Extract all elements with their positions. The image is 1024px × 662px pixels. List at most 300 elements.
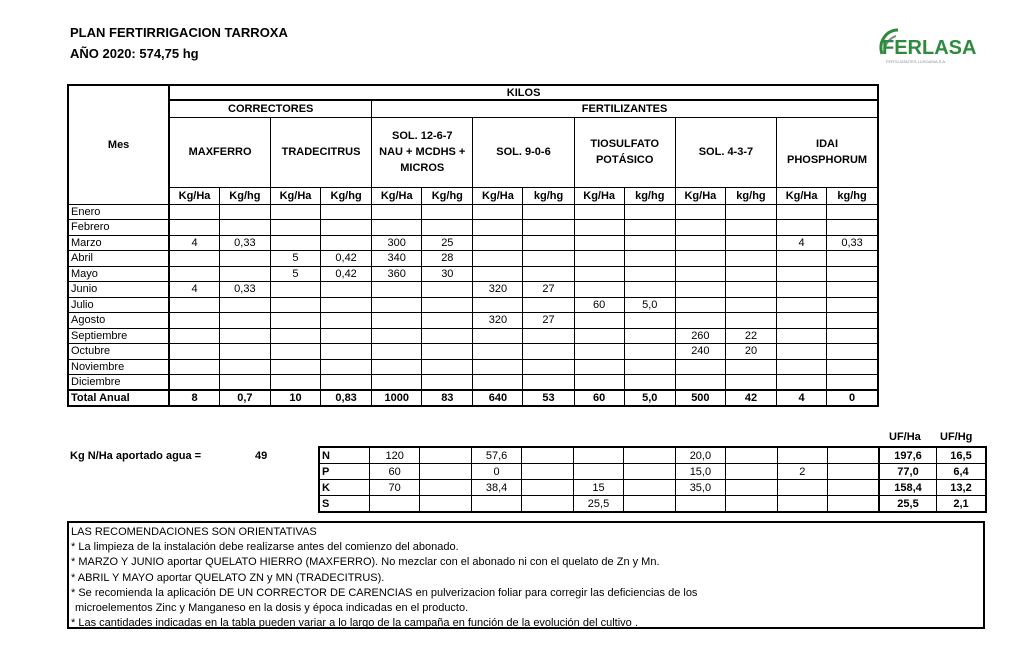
nutrient-value bbox=[828, 480, 879, 496]
value-cell: 5,0 bbox=[624, 297, 675, 313]
value-cell bbox=[725, 282, 776, 298]
nutrient-table bbox=[318, 446, 987, 513]
value-cell bbox=[624, 282, 675, 298]
nutrient-value bbox=[522, 464, 573, 480]
mes-header: Mes bbox=[68, 85, 169, 204]
value-cell bbox=[219, 375, 270, 391]
nutrient-value bbox=[726, 447, 777, 464]
uf-ha-value: 158,4 bbox=[879, 480, 937, 496]
value-cell bbox=[725, 266, 776, 282]
table-row bbox=[68, 297, 878, 313]
value-cell bbox=[372, 344, 422, 360]
nutrient-name: P bbox=[319, 464, 369, 480]
value-cell bbox=[219, 220, 270, 236]
value-cell bbox=[777, 375, 827, 391]
value-cell bbox=[169, 313, 219, 329]
value-cell bbox=[422, 328, 473, 344]
nutrient-row bbox=[319, 480, 986, 496]
value-cell bbox=[725, 375, 776, 391]
table-row bbox=[68, 344, 878, 360]
value-cell: 0,33 bbox=[219, 282, 270, 298]
nutrient-value: 15,0 bbox=[675, 464, 725, 480]
uf-ha-value: 197,6 bbox=[879, 447, 937, 464]
value-cell bbox=[523, 375, 574, 391]
ferlasa-logo bbox=[876, 24, 980, 68]
value-cell bbox=[777, 266, 827, 282]
value-cell bbox=[270, 297, 320, 313]
value-cell bbox=[827, 220, 878, 236]
value-cell bbox=[422, 220, 473, 236]
value-cell bbox=[473, 344, 523, 360]
nutrient-name: K bbox=[319, 480, 369, 496]
nutrient-value bbox=[522, 447, 573, 464]
nutrient-value bbox=[420, 480, 471, 496]
value-cell: 20 bbox=[725, 344, 776, 360]
value-cell bbox=[473, 220, 523, 236]
month-cell: Abril bbox=[68, 251, 169, 267]
value-cell bbox=[219, 328, 270, 344]
note-line: * La limpieza de la instalación debe realizarse antes del comienzo del abonado. bbox=[71, 541, 459, 554]
month-cell: Octubre bbox=[68, 344, 169, 360]
value-cell bbox=[523, 251, 574, 267]
recommendations-notes bbox=[67, 521, 985, 629]
value-cell bbox=[321, 328, 372, 344]
value-cell bbox=[574, 282, 624, 298]
value-cell bbox=[372, 359, 422, 375]
value-cell: 28 bbox=[422, 251, 473, 267]
value-cell bbox=[624, 251, 675, 267]
value-cell bbox=[777, 204, 827, 220]
value-cell bbox=[523, 235, 574, 251]
table-row bbox=[68, 266, 878, 282]
value-cell bbox=[372, 297, 422, 313]
nutrient-value bbox=[420, 464, 471, 480]
product-sol-12-6-7: SOL. 12-6-7 NAU + MCDHS + MICROS bbox=[372, 117, 473, 187]
value-cell bbox=[422, 282, 473, 298]
uf-ha-value: 25,5 bbox=[879, 496, 937, 513]
value-cell bbox=[473, 235, 523, 251]
value-cell bbox=[422, 297, 473, 313]
value-cell bbox=[624, 359, 675, 375]
value-cell: 22 bbox=[725, 328, 776, 344]
value-cell bbox=[777, 251, 827, 267]
value-cell bbox=[473, 266, 523, 282]
nutrient-value bbox=[420, 447, 471, 464]
value-cell bbox=[169, 328, 219, 344]
value-cell bbox=[827, 359, 878, 375]
value-cell bbox=[624, 220, 675, 236]
value-cell bbox=[169, 297, 219, 313]
unit-header: Kg/Ha bbox=[169, 187, 219, 204]
nutrient-value bbox=[777, 480, 827, 496]
value-cell: 27 bbox=[523, 313, 574, 329]
nutrient-value bbox=[777, 496, 827, 513]
table-row bbox=[68, 375, 878, 391]
product-sol-4-3-7: SOL. 4-3-7 bbox=[675, 117, 776, 187]
value-cell bbox=[270, 313, 320, 329]
table-row bbox=[68, 282, 878, 298]
value-cell: 27 bbox=[523, 282, 574, 298]
fertilizantes-header: FERTILIZANTES bbox=[372, 100, 878, 117]
nutrient-value bbox=[726, 480, 777, 496]
value-cell bbox=[169, 359, 219, 375]
product-maxferro: MAXFERRO bbox=[169, 117, 270, 187]
value-cell bbox=[219, 359, 270, 375]
value-cell: 240 bbox=[675, 344, 725, 360]
notes-heading: LAS RECOMENDACIONES SON ORIENTATIVAS bbox=[71, 526, 317, 538]
value-cell bbox=[624, 204, 675, 220]
nutrient-value bbox=[420, 496, 471, 513]
month-cell: Julio bbox=[68, 297, 169, 313]
total-cell: 53 bbox=[523, 390, 574, 406]
value-cell: 5 bbox=[270, 266, 320, 282]
nutrient-value bbox=[624, 464, 675, 480]
nutrient-value bbox=[624, 480, 675, 496]
unit-header: Kg/Ha bbox=[574, 187, 624, 204]
units-row bbox=[68, 187, 878, 204]
value-cell bbox=[321, 220, 372, 236]
value-cell bbox=[523, 359, 574, 375]
value-cell bbox=[574, 344, 624, 360]
value-cell bbox=[675, 375, 725, 391]
table-row bbox=[68, 313, 878, 329]
nutrient-value: 38,4 bbox=[471, 480, 521, 496]
value-cell bbox=[523, 297, 574, 313]
value-cell bbox=[169, 344, 219, 360]
table-row bbox=[68, 235, 878, 251]
value-cell bbox=[777, 328, 827, 344]
value-cell bbox=[624, 266, 675, 282]
value-cell bbox=[574, 375, 624, 391]
value-cell bbox=[169, 266, 219, 282]
value-cell bbox=[725, 313, 776, 329]
total-cell: 10 bbox=[270, 390, 320, 406]
value-cell bbox=[169, 220, 219, 236]
value-cell bbox=[827, 251, 878, 267]
uf-hg-value: 13,2 bbox=[937, 480, 987, 496]
nutrient-value bbox=[573, 464, 623, 480]
nutrient-value: 70 bbox=[369, 480, 419, 496]
product-tradecitrus: TRADECITRUS bbox=[270, 117, 371, 187]
value-cell: 5 bbox=[270, 251, 320, 267]
value-cell: 360 bbox=[372, 266, 422, 282]
unit-header: Kg/hg bbox=[219, 187, 270, 204]
nutrient-row bbox=[319, 464, 986, 480]
value-cell bbox=[473, 297, 523, 313]
unit-header: Kg/hg bbox=[422, 187, 473, 204]
nutrient-name: N bbox=[319, 447, 369, 464]
uf-hg-value: 16,5 bbox=[937, 447, 987, 464]
value-cell: 0,42 bbox=[321, 266, 372, 282]
nutrient-value bbox=[471, 496, 521, 513]
table-row bbox=[68, 251, 878, 267]
value-cell bbox=[422, 344, 473, 360]
product-tiosulfato: TIOSULFATO POTÁSICO bbox=[574, 117, 675, 187]
note-line: * MARZO Y JUNIO aportar QUELATO HIERRO (MAXFERRO). No mezclar con el abonado ni con el quelato de Zn y Mn. bbox=[71, 556, 660, 569]
nutrient-value: 0 bbox=[471, 464, 521, 480]
value-cell bbox=[574, 235, 624, 251]
water-value: 49 bbox=[255, 450, 268, 462]
value-cell bbox=[624, 328, 675, 344]
value-cell bbox=[321, 344, 372, 360]
value-cell: 0,33 bbox=[219, 235, 270, 251]
total-cell: 0,83 bbox=[321, 390, 372, 406]
value-cell bbox=[574, 328, 624, 344]
total-cell: 1000 bbox=[372, 390, 422, 406]
value-cell bbox=[169, 204, 219, 220]
total-cell: 0,7 bbox=[219, 390, 270, 406]
value-cell bbox=[574, 204, 624, 220]
nutrient-value: 25,5 bbox=[573, 496, 623, 513]
uf-hg-value: 6,4 bbox=[937, 464, 987, 480]
unit-header: Kg/Ha bbox=[372, 187, 422, 204]
value-cell bbox=[422, 313, 473, 329]
value-cell bbox=[321, 313, 372, 329]
value-cell: 30 bbox=[422, 266, 473, 282]
page-subtitle: AÑO 2020: 574,75 hg bbox=[70, 46, 199, 61]
nutrient-value bbox=[624, 496, 675, 513]
total-cell: 60 bbox=[574, 390, 624, 406]
nutrient-value: 20,0 bbox=[675, 447, 725, 464]
value-cell bbox=[827, 344, 878, 360]
note-line: * Se recomienda la aplicación DE UN CORRECTOR DE CARENCIAS en pulverizacion foliar para corregir las deficiencias de los bbox=[71, 586, 698, 599]
value-cell bbox=[321, 282, 372, 298]
value-cell bbox=[169, 375, 219, 391]
value-cell bbox=[321, 204, 372, 220]
unit-header: Kg/Ha bbox=[270, 187, 320, 204]
value-cell bbox=[675, 220, 725, 236]
nutrient-value bbox=[522, 480, 573, 496]
value-cell bbox=[574, 220, 624, 236]
total-cell: 83 bbox=[422, 390, 473, 406]
table-row bbox=[68, 359, 878, 375]
nutrient-value bbox=[726, 496, 777, 513]
value-cell bbox=[675, 235, 725, 251]
nutrient-value bbox=[573, 447, 623, 464]
value-cell bbox=[827, 204, 878, 220]
value-cell bbox=[422, 359, 473, 375]
value-cell bbox=[827, 328, 878, 344]
value-cell bbox=[219, 297, 270, 313]
note-line: microelementos Zinc y Manganeso en la dosis y época indicadas en el producto. bbox=[75, 602, 469, 615]
total-label: Total Anual bbox=[68, 390, 169, 406]
value-cell bbox=[219, 313, 270, 329]
value-cell: 0,33 bbox=[827, 235, 878, 251]
value-cell bbox=[372, 282, 422, 298]
table-row bbox=[68, 220, 878, 236]
value-cell bbox=[523, 328, 574, 344]
value-cell bbox=[574, 359, 624, 375]
value-cell bbox=[473, 204, 523, 220]
value-cell bbox=[473, 328, 523, 344]
value-cell bbox=[675, 266, 725, 282]
month-cell: Junio bbox=[68, 282, 169, 298]
nutrient-value bbox=[675, 496, 725, 513]
value-cell bbox=[219, 344, 270, 360]
value-cell bbox=[270, 204, 320, 220]
value-cell bbox=[675, 313, 725, 329]
uf-ha-label: UF/Ha bbox=[889, 431, 921, 443]
value-cell bbox=[321, 359, 372, 375]
value-cell: 260 bbox=[675, 328, 725, 344]
value-cell bbox=[675, 204, 725, 220]
value-cell bbox=[827, 282, 878, 298]
value-cell bbox=[574, 313, 624, 329]
nutrient-value bbox=[726, 464, 777, 480]
value-cell bbox=[270, 328, 320, 344]
value-cell bbox=[523, 266, 574, 282]
value-cell bbox=[675, 297, 725, 313]
total-cell: 0 bbox=[827, 390, 878, 406]
value-cell: 320 bbox=[473, 313, 523, 329]
table-row bbox=[68, 328, 878, 344]
nutrient-value bbox=[828, 464, 879, 480]
value-cell: 300 bbox=[372, 235, 422, 251]
logo-tagline: FERTILIZANTES LUSOASIA S.A. bbox=[886, 59, 947, 64]
value-cell bbox=[777, 344, 827, 360]
value-cell bbox=[725, 220, 776, 236]
value-cell bbox=[725, 251, 776, 267]
total-cell: 500 bbox=[675, 390, 725, 406]
value-cell bbox=[321, 297, 372, 313]
value-cell bbox=[270, 220, 320, 236]
uf-hg-value: 2,1 bbox=[937, 496, 987, 513]
value-cell bbox=[725, 297, 776, 313]
value-cell bbox=[321, 375, 372, 391]
value-cell bbox=[321, 235, 372, 251]
value-cell bbox=[270, 282, 320, 298]
unit-header: Kg/Ha bbox=[473, 187, 523, 204]
value-cell: 320 bbox=[473, 282, 523, 298]
value-cell bbox=[624, 344, 675, 360]
value-cell: 4 bbox=[777, 235, 827, 251]
month-cell: Noviembre bbox=[68, 359, 169, 375]
value-cell bbox=[219, 204, 270, 220]
nutrient-value: 120 bbox=[369, 447, 419, 464]
value-cell: 4 bbox=[169, 282, 219, 298]
nutrient-value: 2 bbox=[777, 464, 827, 480]
note-line: * Las cantidades indicadas en la tabla pueden variar a lo largo de la campaña en función de la evolución del cultivo . bbox=[71, 617, 638, 630]
nutrient-value: 35,0 bbox=[675, 480, 725, 496]
nutrient-value bbox=[624, 447, 675, 464]
unit-header: Kg/hg bbox=[321, 187, 372, 204]
value-cell bbox=[827, 266, 878, 282]
product-idai-phosphorum: IDAI PHOSPHORUM bbox=[777, 117, 878, 187]
value-cell: 0,42 bbox=[321, 251, 372, 267]
nutrient-value bbox=[522, 496, 573, 513]
total-cell: 640 bbox=[473, 390, 523, 406]
value-cell bbox=[372, 328, 422, 344]
value-cell bbox=[270, 375, 320, 391]
unit-header: kg/hg bbox=[624, 187, 675, 204]
total-cell: 4 bbox=[777, 390, 827, 406]
value-cell bbox=[725, 359, 776, 375]
value-cell bbox=[624, 313, 675, 329]
logo-text: FERLASA bbox=[882, 37, 977, 59]
page-title: PLAN FERTIRRIGACION TARROXA bbox=[70, 25, 288, 40]
value-cell bbox=[777, 297, 827, 313]
value-cell bbox=[574, 266, 624, 282]
value-cell bbox=[422, 375, 473, 391]
value-cell bbox=[372, 375, 422, 391]
unit-header: kg/hg bbox=[725, 187, 776, 204]
value-cell bbox=[219, 266, 270, 282]
nutrient-value: 57,6 bbox=[471, 447, 521, 464]
month-cell: Diciembre bbox=[68, 375, 169, 391]
month-cell: Mayo bbox=[68, 266, 169, 282]
value-cell bbox=[523, 220, 574, 236]
value-cell bbox=[372, 313, 422, 329]
value-cell bbox=[725, 235, 776, 251]
month-cell: Marzo bbox=[68, 235, 169, 251]
nutrient-value bbox=[828, 496, 879, 513]
nutrient-value: 15 bbox=[573, 480, 623, 496]
value-cell bbox=[624, 375, 675, 391]
value-cell bbox=[422, 204, 473, 220]
value-cell bbox=[372, 220, 422, 236]
unit-header: kg/hg bbox=[827, 187, 878, 204]
value-cell bbox=[725, 204, 776, 220]
value-cell bbox=[827, 375, 878, 391]
month-cell: Septiembre bbox=[68, 328, 169, 344]
nutrient-row bbox=[319, 447, 986, 464]
product-sol-9-0-6: SOL. 9-0-6 bbox=[473, 117, 574, 187]
fertilizer-plan-table bbox=[67, 84, 879, 407]
value-cell bbox=[270, 235, 320, 251]
value-cell bbox=[523, 344, 574, 360]
value-cell bbox=[777, 220, 827, 236]
total-cell: 8 bbox=[169, 390, 219, 406]
total-cell: 5,0 bbox=[624, 390, 675, 406]
total-row bbox=[68, 390, 878, 406]
unit-header: Kg/Ha bbox=[675, 187, 725, 204]
nutrient-value bbox=[777, 447, 827, 464]
value-cell bbox=[473, 359, 523, 375]
value-cell bbox=[675, 251, 725, 267]
nutrient-value bbox=[369, 496, 419, 513]
uf-ha-value: 77,0 bbox=[879, 464, 937, 480]
correctores-header: CORRECTORES bbox=[169, 100, 371, 117]
value-cell bbox=[523, 204, 574, 220]
nutrient-name: S bbox=[319, 496, 369, 513]
value-cell bbox=[169, 251, 219, 267]
value-cell bbox=[270, 344, 320, 360]
value-cell bbox=[675, 282, 725, 298]
value-cell: 340 bbox=[372, 251, 422, 267]
value-cell bbox=[777, 282, 827, 298]
value-cell bbox=[827, 313, 878, 329]
value-cell: 25 bbox=[422, 235, 473, 251]
value-cell bbox=[473, 251, 523, 267]
month-cell: Enero bbox=[68, 204, 169, 220]
kilos-header: KILOS bbox=[169, 85, 878, 100]
value-cell bbox=[675, 359, 725, 375]
value-cell bbox=[372, 204, 422, 220]
unit-header: kg/hg bbox=[523, 187, 574, 204]
value-cell bbox=[624, 235, 675, 251]
value-cell bbox=[777, 313, 827, 329]
table-row bbox=[68, 204, 878, 220]
value-cell bbox=[777, 359, 827, 375]
value-cell: 4 bbox=[169, 235, 219, 251]
water-label: Kg N/Ha aportado agua = bbox=[70, 450, 202, 462]
nutrient-row bbox=[319, 496, 986, 513]
month-cell: Febrero bbox=[68, 220, 169, 236]
total-cell: 42 bbox=[725, 390, 776, 406]
value-cell: 60 bbox=[574, 297, 624, 313]
nutrient-value: 60 bbox=[369, 464, 419, 480]
value-cell bbox=[574, 251, 624, 267]
